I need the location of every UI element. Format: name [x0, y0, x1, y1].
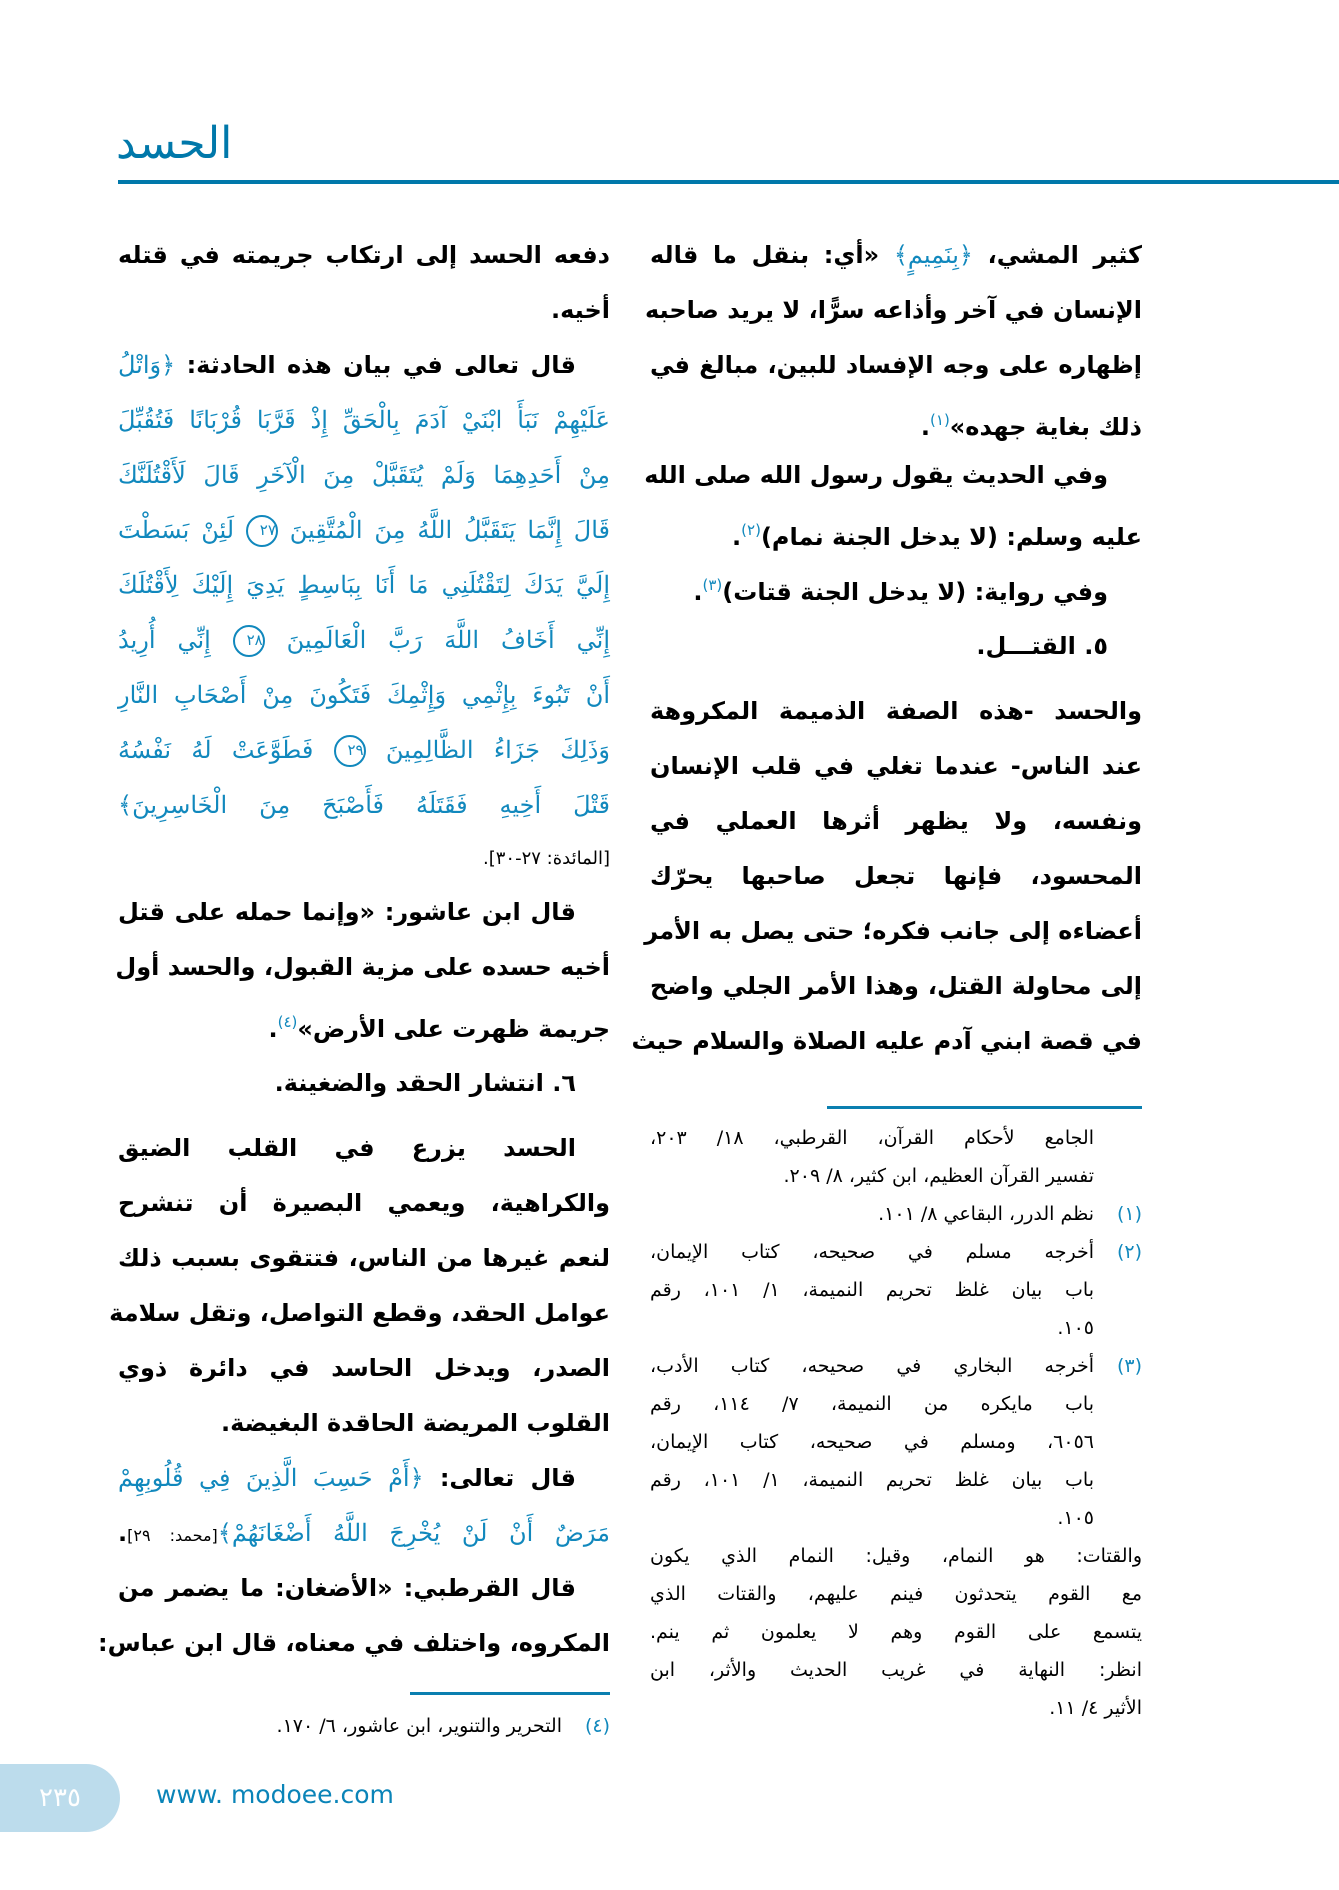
quran-text: عَلَيْهِمْ نَبَأَ ابْنَيْ آدَمَ بِالْحَقِّ إِذْ قَرَّبَا قُرْبَانًا فَتُقُبِّلَ: [118, 406, 610, 434]
text-run: قال ابن عاشور: «وإنما حمله على قتل: [118, 898, 576, 926]
quran-text: ﴿وَاتْلُ: [118, 351, 176, 379]
text-run: .: [268, 1015, 278, 1043]
footnote-line: نظم الدرر، البقاعي ٨/ ١٠١.: [878, 1203, 1094, 1225]
text-run: دفعه الحسد إلى ارتكاب جريمته في قتله: [118, 241, 610, 269]
verse-reference: [118, 833, 610, 885]
footnote-line: ١٠٥.: [1057, 1317, 1094, 1339]
footnote-line: يتسمع على القوم وهم لا يعلمون ثم ينم.: [650, 1621, 1142, 1643]
text-line: [650, 393, 1142, 448]
text-run: المحسود، فإنها تجعل صاحبها يحرّك: [650, 862, 1142, 890]
text-line: [118, 1341, 610, 1396]
text-run: الإنسان في آخر وأذاعه سرًّا، لا يريد صاحبه: [644, 296, 1142, 324]
text-run: لنعم غيرها من الناس، فتتقوى بسبب ذلك: [118, 1244, 610, 1272]
quran-text: ﴿أَمْ حَسِبَ الَّذِينَ فِي قُلُوبِهِمْ: [118, 1464, 424, 1492]
paragraph: [118, 228, 610, 338]
paragraph: [631, 684, 1142, 1069]
footnote-line: باب بيان غلظ تحريم النميمة، ١/ ١٠١، رقم: [650, 1279, 1094, 1301]
paragraph: [118, 1451, 610, 1561]
footnote-line: باب بيان غلظ تحريم النميمة، ١/ ١٠١، رقم: [650, 1469, 1094, 1491]
text-line: [644, 904, 1142, 959]
footnote: [650, 1119, 1142, 1195]
footnote-separator-left: [410, 1692, 610, 1695]
website-link[interactable]: www. modoee.com: [156, 1780, 394, 1809]
text-run: في قصة ابني آدم عليه الصلاة والسلام حيث: [631, 1027, 1142, 1055]
text-run: قال القرطبي: «الأضغان: ما يضمر من: [118, 1574, 576, 1602]
text-line: [109, 1286, 610, 1341]
text-line: [650, 739, 1142, 794]
text-line: [644, 283, 1142, 338]
text-line: [118, 613, 610, 668]
text-run: عليه وسلم: (لا يدخل الجنة نمام): [760, 523, 1142, 551]
footnote-number: [1094, 1119, 1142, 1195]
text-run: ٦. انتشار الحقد والضغينة.: [274, 1069, 576, 1097]
section-heading: [118, 1056, 610, 1111]
text-run: الصدر، ويدخل الحاسد في دائرة ذوي: [118, 1354, 610, 1382]
footnote-line: تفسير القرآن العظيم، ابن كثير، ٨/ ٢٠٩.: [783, 1165, 1094, 1187]
text-line: [650, 503, 1142, 558]
text-line: [118, 885, 610, 940]
footnote-body: [650, 1537, 1142, 1727]
text-line: [631, 1014, 1142, 1069]
footnote-body: [650, 1119, 1094, 1195]
ayah-number-icon: ٢٨: [233, 625, 265, 657]
text-run: [المائدة: ٢٧-٣٠].: [482, 848, 610, 869]
text-line: [118, 995, 610, 1050]
footnote-number: (٣): [1116, 1355, 1142, 1377]
quran-text: لَئِنْ بَسَطْتَ: [118, 516, 246, 544]
footnote-line: الجامع لأحكام القرآن، القرطبي، ١٨/ ٢٠٣،: [650, 1127, 1094, 1149]
text-line: [118, 1176, 610, 1231]
quran-text: أَنْ تَبُوءَ بِإِثْمِي وَإِثْمِكَ فَتَكُونَ مِنْ أَصْحَابِ النَّارِ: [118, 681, 610, 709]
text-line: [118, 228, 610, 283]
quran-text: مِنْ أَحَدِهِمَا وَلَمْ يُتَقَبَّلْ مِنَ الْآخَرِ قَالَ لَأَقْتُلَنَّكَ: [118, 461, 610, 489]
text-run: ٥. القتـــل.: [976, 632, 1108, 660]
text-line: [118, 1056, 610, 1111]
text-run: وفي رواية: (لا يدخل الجنة قتات): [722, 578, 1108, 606]
footnote-marker[interactable]: (٢): [741, 521, 761, 539]
text-line: [118, 1451, 610, 1506]
footnote-line: أخرجه مسلم في صحيحه، كتاب الإيمان،: [650, 1241, 1094, 1263]
text-run: .: [693, 578, 703, 606]
footnote-number: (٢): [1116, 1241, 1142, 1263]
text-line: [118, 1231, 610, 1286]
header-rule: [118, 180, 1339, 184]
text-run: والحسد -هذه الصفة الذميمة المكروهة: [650, 697, 1142, 725]
text-run: أعضاءه إلى جانب فكره؛ حتى يصل به الأمر: [644, 917, 1142, 945]
text-line: [118, 1396, 610, 1451]
footnote-marker[interactable]: (٣): [702, 576, 723, 594]
text-run: عند الناس- عندما تغلي في قلب الإنسان: [650, 752, 1142, 780]
text-line: [118, 833, 610, 885]
ayah-number-icon: ٢٧: [246, 515, 278, 547]
text-run: قال تعالى في بيان هذه الحادثة:: [175, 351, 576, 379]
footnote-marker[interactable]: (٤): [277, 1013, 298, 1031]
footnote-line: ١٠٥.: [1057, 1507, 1094, 1529]
text-run: ذلك بغاية جهده»: [949, 413, 1142, 441]
quran-text: قَتْلَ أَخِيهِ فَقَتَلَهُ فَأَصْبَحَ مِنَ الْخَاسِرِينَ﴾: [118, 791, 610, 819]
footnote-line: انظر: النهاية في غريب الحديث والأثر، ابن: [650, 1659, 1142, 1681]
footnote: [650, 1233, 1142, 1347]
footnote: [650, 1347, 1142, 1537]
text-run: عوامل الحقد، وقطع التواصل، وتقل سلامة: [109, 1299, 610, 1327]
quran-text: مَرَضٌ أَنْ لَنْ يُخْرِجَ اللَّهُ أَضْغَانَهُمْ﴾: [217, 1519, 610, 1547]
text-run: وفي الحديث يقول رسول الله صلى الله: [644, 461, 1108, 489]
text-run: القلوب المريضة الحاقدة البغيضة.: [220, 1409, 610, 1437]
text-line: [650, 684, 1142, 739]
text-run: والكراهية، ويعمي البصيرة أن تنشرح: [118, 1189, 610, 1217]
text-line: [118, 1506, 610, 1561]
paragraph: [98, 1561, 610, 1671]
verse-reference: [محمد: ٢٩]: [127, 1526, 218, 1545]
footnote-number: (٤): [584, 1715, 610, 1737]
text-line: [650, 619, 1142, 674]
right-column: [631, 228, 1142, 1069]
text-run: أخيه حسده على مزية القبول، والحسد أول: [115, 953, 610, 981]
text-run: «أي: بنقل ما قاله: [650, 241, 894, 269]
text-run: المكروه، واختلف في معناه، قال ابن عباس:: [98, 1629, 610, 1657]
footnote-line: مع القوم يتحدثون فينم عليهم، والقتات الذي: [650, 1583, 1142, 1605]
footnote-body: [650, 1195, 1094, 1233]
text-run: كثير المشي،: [972, 241, 1142, 269]
text-line: [118, 338, 610, 393]
text-line: [650, 558, 1142, 613]
text-line: [118, 393, 610, 448]
footnote-line: أخرجه البخاري في صحيحه، كتاب الأدب،: [650, 1355, 1094, 1377]
text-run: .: [920, 413, 931, 441]
footnote-line: باب مايكره من النميمة، ٧/ ١١٤، رقم: [650, 1393, 1094, 1415]
paragraph: [118, 338, 610, 833]
text-run: قال تعالى:: [423, 1464, 576, 1492]
footnote-line: الأثير ٤/ ١١.: [1049, 1697, 1142, 1719]
text-run: ونفسه، ولا يظهر أثرها العملي في: [650, 807, 1142, 835]
footnote-marker[interactable]: (١): [930, 411, 950, 429]
text-run: الحسد يزرع في القلب الضيق: [118, 1134, 576, 1162]
text-line: [650, 794, 1142, 849]
page-number: ٢٣٥: [0, 1764, 120, 1832]
text-line: [98, 1616, 610, 1671]
footnote-line: والقتات: هو النمام، وقيل: النمام الذي يكون: [650, 1545, 1142, 1567]
ayah-number-icon: ٢٩: [334, 735, 366, 767]
paragraph: [115, 885, 610, 1050]
footnote: [650, 1537, 1142, 1727]
chapter-title: الحسد: [116, 118, 233, 169]
text-line: [118, 723, 610, 778]
quran-text: قَالَ إِنَّمَا يَتَقَبَّلُ اللَّهُ مِنَ الْمُتَّقِينَ: [277, 516, 610, 544]
footnote: [650, 1195, 1142, 1233]
text-line: [118, 668, 610, 723]
footnote-line: ٦٠٥٦، ومسلم في صحيحه، كتاب الإيمان،: [650, 1431, 1094, 1453]
footnote: [118, 1707, 610, 1745]
quran-text: إِلَيَّ يَدَكَ لِتَقْتُلَنِي مَا أَنَا بِبَاسِطٍ يَدِيَ إِلَيْكَ لِأَقْتُلَكَ: [118, 571, 610, 599]
paragraph: [109, 1121, 610, 1451]
text-run: أخيه.: [551, 296, 610, 324]
footnotes-left: [118, 1707, 610, 1745]
footnotes-right: [650, 1119, 1142, 1727]
quran-text: فَطَوَّعَتْ لَهُ نَفْسُهُ: [118, 736, 334, 764]
text-line: [118, 448, 610, 503]
section-heading: [650, 619, 1142, 674]
text-line: [118, 1121, 610, 1176]
paragraph: [644, 448, 1142, 558]
text-line: [650, 959, 1142, 1014]
footnote-body: [118, 1707, 562, 1745]
text-line: [644, 448, 1142, 503]
text-run: إلى محاولة القتل، وهذا الأمر الجلي واضح: [650, 972, 1142, 1000]
footnote-body: [650, 1233, 1094, 1347]
text-line: [650, 228, 1142, 283]
footnote-line: التحرير والتنوير، ابن عاشور، ٦/ ١٧٠.: [276, 1715, 562, 1737]
text-line: [118, 1561, 610, 1616]
text-line: [118, 778, 610, 833]
text-run: .: [732, 523, 742, 551]
text-line: [118, 283, 610, 338]
paragraph: [650, 558, 1142, 613]
text-run: .: [118, 1519, 128, 1547]
left-column: [98, 228, 611, 1671]
quran-text: وَذَلِكَ جَزَاءُ الظَّالِمِينَ: [365, 736, 611, 764]
paragraph: [644, 228, 1142, 448]
text-line: [118, 503, 610, 558]
quran-text: ﴿بِنَمِيمٍ﴾: [893, 241, 973, 269]
quran-text: إِنِّي أُرِيدُ: [118, 626, 233, 654]
text-line: [650, 338, 1142, 393]
quran-text: إِنِّي أَخَافُ اللَّهَ رَبَّ الْعَالَمِينَ: [264, 626, 610, 654]
footnote-body: [650, 1347, 1094, 1537]
text-line: [115, 940, 610, 995]
footnote-separator-right: [827, 1106, 1142, 1109]
text-line: [650, 849, 1142, 904]
text-run: إظهاره على وجه الإفساد للبين، مبالغ في: [650, 351, 1142, 379]
text-line: [118, 558, 610, 613]
text-run: جريمة ظهرت على الأرض»: [297, 1015, 610, 1043]
footnote-number: (١): [1116, 1203, 1142, 1225]
